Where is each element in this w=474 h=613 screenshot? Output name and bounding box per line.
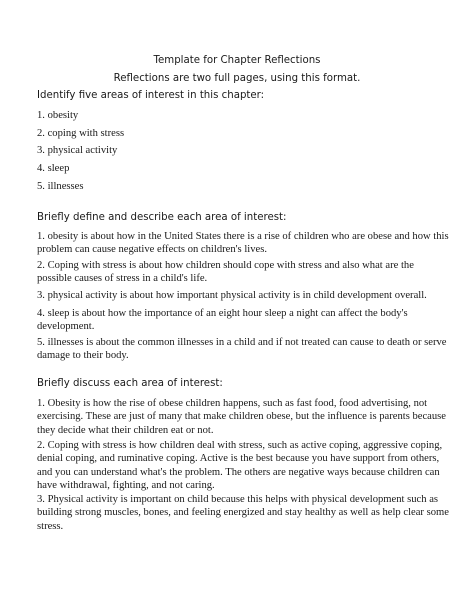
list-item: 2. coping with stress bbox=[37, 128, 125, 139]
list-item: 1. obesity bbox=[37, 110, 79, 121]
define-paragraph: 5. illnesses is about the common illnesses in a child and if not treated can cause to death or serve damage to their body. bbox=[37, 337, 447, 362]
section-heading-discuss: Briefly discuss each area of interest: bbox=[37, 378, 223, 389]
list-item: 4. sleep bbox=[37, 163, 70, 174]
define-paragraph: 3. physical activity is about how important physical activity is in child development overall. bbox=[37, 290, 427, 301]
define-paragraph: 2. Coping with stress is about how children should cope with stress and also what are the possible causes of stress in a child's life. bbox=[37, 260, 414, 285]
section-heading-identify: Identify five areas of interest in this chapter: bbox=[37, 90, 265, 101]
define-paragraph: 1. obesity is about how in the United States there is a rise of children who are obese and how this problem can cause negative effects on children's lives. bbox=[37, 231, 449, 256]
list-item: 3. physical activity bbox=[37, 145, 118, 156]
list-item: 5. illnesses bbox=[37, 181, 84, 192]
discuss-paragraph: 1. Obesity is how the rise of obese children happens, such as fast food, food advertising, not exercising. These are just of many that make children obese, but the influence is parents because they decide what their children eat or not. bbox=[37, 398, 446, 436]
discuss-paragraph: 2. Coping with stress is how children deal with stress, such as active coping, aggressive coping, denial coping, and ruminative coping. Active is the best because you have support from others, and you can understand what's the problem. The others are negative ways because children can have withdrawal, fighting, and not caring. bbox=[37, 440, 443, 492]
discuss-paragraph: 3. Physical activity is important on child because this helps with physical development such as building strong muscles, bones, and feeling energized and stay healthy as well as help clear some stress. bbox=[37, 494, 449, 532]
document-subtitle: Reflections are two full pages, using this format. bbox=[113, 73, 361, 84]
document-title: Template for Chapter Reflections bbox=[153, 55, 321, 66]
section-heading-define: Briefly define and describe each area of interest: bbox=[37, 212, 287, 223]
define-paragraph: 4. sleep is about how the importance of an eight hour sleep a night can affect the body's development. bbox=[37, 308, 408, 333]
